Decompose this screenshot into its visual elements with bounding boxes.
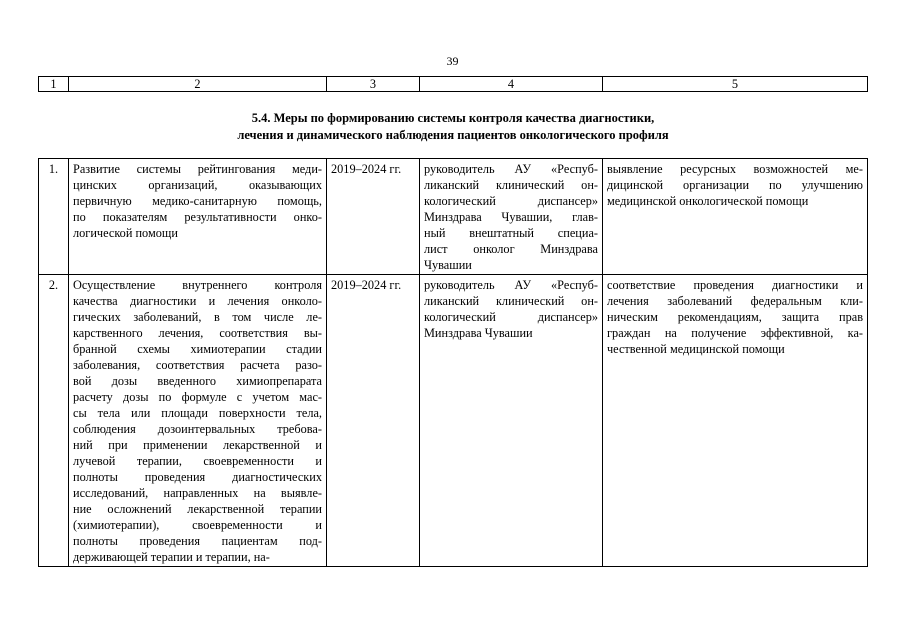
text-line: первичную медико-санитарную помощь, [73,194,322,208]
text-line: полноты проведения пациентам под- [73,534,322,548]
activity-cell [69,275,327,567]
text-line: ний при применении лекарственной и [73,438,322,452]
section-heading-row [39,92,868,159]
period-cell: 2019–2024 гг. [327,159,420,275]
text-line: соответствие проведения диагностики и [607,278,863,292]
text-line: сы тела или площади поверхности тела, [73,406,322,420]
activity-cell [69,159,327,275]
table-row [39,159,868,275]
text-line: лист онколог Минздрава [424,242,598,256]
result-cell [603,275,868,567]
row-number: 2. [39,275,69,567]
text-line: логической помощи [73,226,178,240]
column-number: 1 [39,77,69,92]
text-line: карственного лечения, соответствия вы- [73,326,322,340]
text-line: лучевой терапии, своевременности и [73,454,322,468]
text-line: по показателям результативности онко- [73,210,322,224]
text-line: ние осложнений лекарственной терапии [73,502,322,516]
text-line: лечения заболеваний федеральным кли- [607,294,863,308]
column-number: 5 [603,77,868,92]
column-number: 2 [69,77,327,92]
text-line: Развитие системы рейтингования меди- [73,162,322,176]
result-cell [603,159,868,275]
text-line: держивающей терапии и терапии, на- [73,550,270,564]
text-line: полноты проведения диагностических [73,470,322,484]
text-line: гических заболеваний, в том числе ле- [73,310,322,324]
text-line: руководитель АУ «Респуб- [424,278,598,292]
text-line: чественной медицинской помощи [607,342,785,356]
page-number: 39 [446,54,459,68]
text-line: цинских организаций, оказывающих [73,178,322,192]
text-line: Чувашии [424,258,472,272]
text-line: (химиотерапии), своевременности и [73,518,322,532]
text-line: Минздрава Чувашии, глав- [424,210,598,224]
table-row [39,275,868,567]
text-line: ликанский клинический он- [424,178,598,192]
text-line: заболевания, соответствия расчета разо- [73,358,322,372]
section-title-line: лечения и динамического наблюдения пациентов онкологического профиля [237,128,669,142]
text-line: качества диагностики и лечения онколо- [73,294,322,308]
text-line: Минздрава Чувашии [424,326,533,340]
text-line: медицинской онкологической помощи [607,194,809,208]
row-number: 1. [39,159,69,275]
responsible-cell [420,159,603,275]
text-line: кологический диспансер» [424,194,598,208]
text-line: кологический диспансер» [424,310,598,324]
text-line: граждан на получение эффективной, ка- [607,326,863,340]
text-line: ный внештатный специа- [424,226,598,240]
text-line: соблюдения дозоинтервальных требова- [73,422,322,436]
text-line: дицинской организации по улучшению [607,178,863,192]
text-line: руководитель АУ «Респуб- [424,162,598,176]
text-line: исследований, направленных на выявле- [73,486,322,500]
text-line: бранной схемы химиотерапии стадии [73,342,322,356]
text-line: ническим рекомендациям, защита прав [607,310,863,324]
text-line: вой дозы введенного химиопрепарата [73,374,322,388]
measures-table [38,76,868,567]
text-line: расчету дозы по формуле с учетом мас- [73,390,322,404]
text-line: выявление ресурсных возможностей ме- [607,162,863,176]
section-title [39,92,868,159]
column-number: 4 [420,77,603,92]
column-number-row [39,77,868,92]
section-title-line: 5.4. Меры по формированию системы контроля качества диагностики, [251,111,655,125]
responsible-cell [420,275,603,567]
column-number: 3 [327,77,420,92]
period-cell: 2019–2024 гг. [327,275,420,567]
text-line: Осуществление внутреннего контроля [73,278,322,292]
text-line: ликанский клинический он- [424,294,598,308]
